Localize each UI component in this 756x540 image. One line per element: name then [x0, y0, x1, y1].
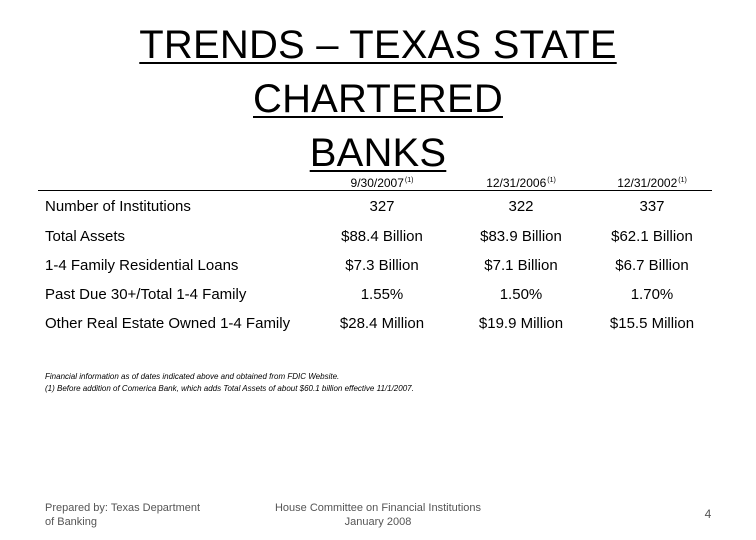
row-label-total-assets: Total Assets	[45, 228, 126, 245]
table-cell: 1.50%	[499, 286, 543, 303]
table-cell: 1.55%	[360, 286, 404, 303]
footer-committee: House Committee on Financial Institutions January 2008	[274, 502, 482, 528]
table-cell: $88.4 Billion	[341, 228, 423, 245]
table-cell: 322	[508, 198, 534, 215]
row-label-other-real-estate-owned: Other Real Estate Owned 1-4 Family	[45, 315, 291, 332]
column-header-12-31-2002: 12/31/2002$^{(1)}$	[617, 176, 687, 190]
page-number: 4	[704, 507, 712, 521]
table-cell: $62.1 Billion	[611, 228, 693, 245]
footnotes	[45, 371, 414, 395]
table-cell: 1.70%	[630, 286, 674, 303]
column-header-9-30-2007: 9/30/2007$^{(1)}$	[350, 176, 414, 190]
table-cell: $6.7 Billion	[615, 257, 689, 274]
row-label-past-due: Past Due 30+/Total 1-4 Family	[45, 286, 247, 303]
table-cell: 337	[639, 198, 665, 215]
slide-title-line-1: TRENDS – TEXAS STATE CHARTERED	[139, 23, 617, 121]
header-divider	[38, 190, 712, 191]
footnote-marker: (1)	[678, 177, 687, 184]
table-cell: $83.9 Billion	[480, 228, 562, 245]
column-header-12-31-2006: 12/31/2006$^{(1)}$	[486, 176, 556, 190]
footer-prepared-by: Prepared by: Texas Department of Banking	[45, 502, 201, 528]
footnote-marker: (1)	[404, 177, 414, 184]
table-cell: $15.5 Million	[609, 315, 695, 332]
source-note: Financial information as of dates indicated above and obtained from FDIC Website.	[45, 372, 340, 381]
table-cell: $7.3 Billion	[345, 257, 419, 274]
footnote-marker: (1)	[547, 177, 556, 184]
footnote-1: (1) Before addition of Comerica Bank, which adds Total Assets of about $60.1 billion effective 11/1/2007.	[45, 384, 414, 393]
slide-title	[40, 18, 716, 180]
table-cell: $28.4 Million	[339, 315, 425, 332]
table-cell: $19.9 Million	[478, 315, 564, 332]
slide-title-line-2: BANKS	[309, 131, 447, 175]
table-cell: $7.1 Billion	[484, 257, 558, 274]
table-cell: 327	[369, 198, 395, 215]
row-label-residential-loans: 1-4 Family Residential Loans	[45, 257, 239, 274]
row-label-number-of-institutions: Number of Institutions	[45, 198, 191, 215]
